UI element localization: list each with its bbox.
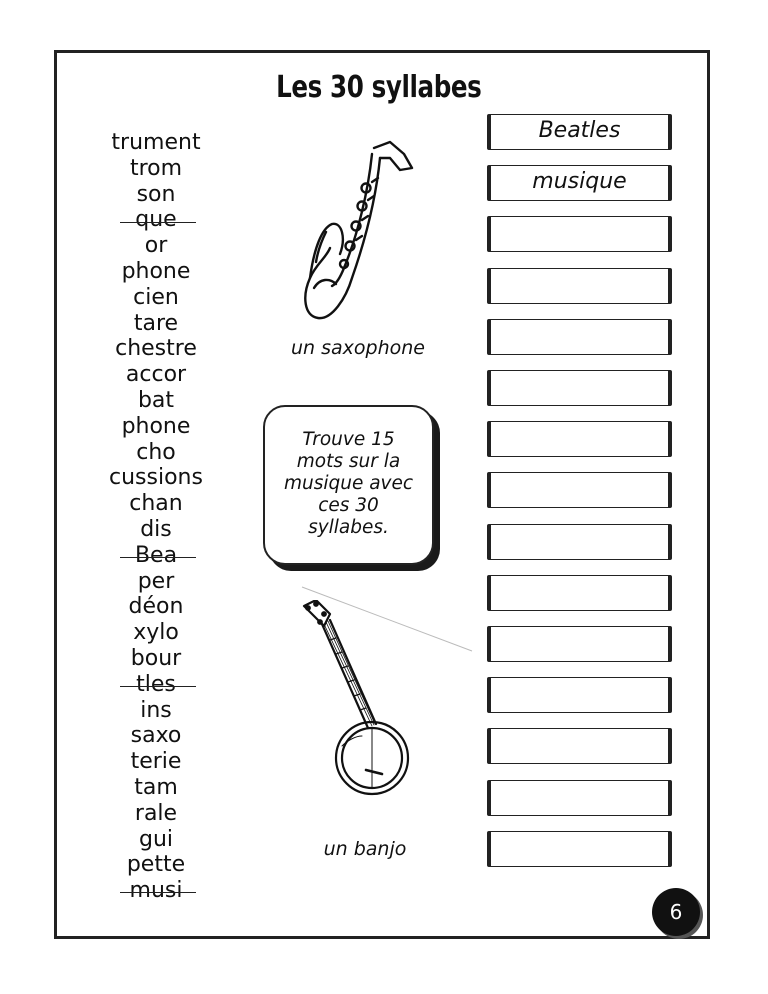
- answer-box[interactable]: [487, 677, 672, 713]
- saxophone-caption: un saxophone: [291, 337, 425, 359]
- syllable-item: tam: [134, 774, 178, 800]
- answer-box[interactable]: [487, 831, 672, 867]
- answer-box[interactable]: [487, 626, 672, 662]
- syllable-item: cussions: [109, 465, 203, 491]
- syllable-item: bat: [137, 387, 175, 413]
- syllable-item: chestre: [115, 336, 197, 362]
- page-number: 6: [652, 888, 700, 936]
- syllable-item: per: [137, 568, 175, 594]
- syllable-item: tare: [133, 310, 179, 336]
- syllable-item: or: [144, 233, 168, 259]
- syllable-item: dis: [140, 516, 172, 542]
- answer-box[interactable]: [487, 524, 672, 560]
- syllable-item: que: [100, 207, 212, 233]
- answer-box[interactable]: [487, 575, 672, 611]
- syllable-item: terie: [130, 749, 182, 775]
- syllable-item: phone: [121, 258, 191, 284]
- banjo-caption: un banjo: [323, 838, 407, 860]
- answer-box[interactable]: [487, 370, 672, 406]
- syllable-item: cho: [136, 439, 176, 465]
- instruction-box: [263, 405, 434, 565]
- syllable-item: déon: [128, 594, 184, 620]
- answer-box[interactable]: [487, 268, 672, 304]
- syllable-item: xylo: [133, 620, 179, 646]
- answer-box[interactable]: musique: [487, 165, 672, 201]
- banjo-icon: [296, 600, 416, 800]
- syllable-item: pette: [126, 852, 186, 878]
- syllable-item: Bea: [100, 543, 212, 569]
- page-title: Les 30 syllabes: [276, 70, 482, 105]
- answer-box[interactable]: Beatles: [487, 114, 672, 150]
- answer-box[interactable]: [487, 216, 672, 252]
- saxophone-icon: [296, 128, 421, 328]
- answer-box[interactable]: [487, 472, 672, 508]
- syllable-list: [100, 130, 212, 904]
- syllable-item: cien: [133, 284, 179, 310]
- syllable-item: phone: [121, 413, 191, 439]
- syllable-item: bour: [130, 645, 182, 671]
- answer-box[interactable]: [487, 421, 672, 457]
- syllable-item: son: [136, 181, 176, 207]
- syllable-item: gui: [138, 826, 174, 852]
- instruction-text: Trouve 15 mots sur la musique avec ces 30 syllabes.: [283, 429, 414, 538]
- answer-box[interactable]: [487, 319, 672, 355]
- syllable-item: ins: [140, 697, 172, 723]
- answer-box[interactable]: [487, 728, 672, 764]
- syllable-item: musi: [100, 878, 212, 904]
- syllable-item: chan: [129, 491, 183, 517]
- answer-box[interactable]: [487, 780, 672, 816]
- syllable-item: rale: [134, 800, 178, 826]
- syllable-item: trument: [111, 130, 201, 155]
- syllable-item: trom: [129, 155, 183, 181]
- syllable-item: saxo: [130, 723, 182, 749]
- syllable-item: tles: [100, 672, 212, 698]
- syllable-item: accor: [125, 362, 187, 388]
